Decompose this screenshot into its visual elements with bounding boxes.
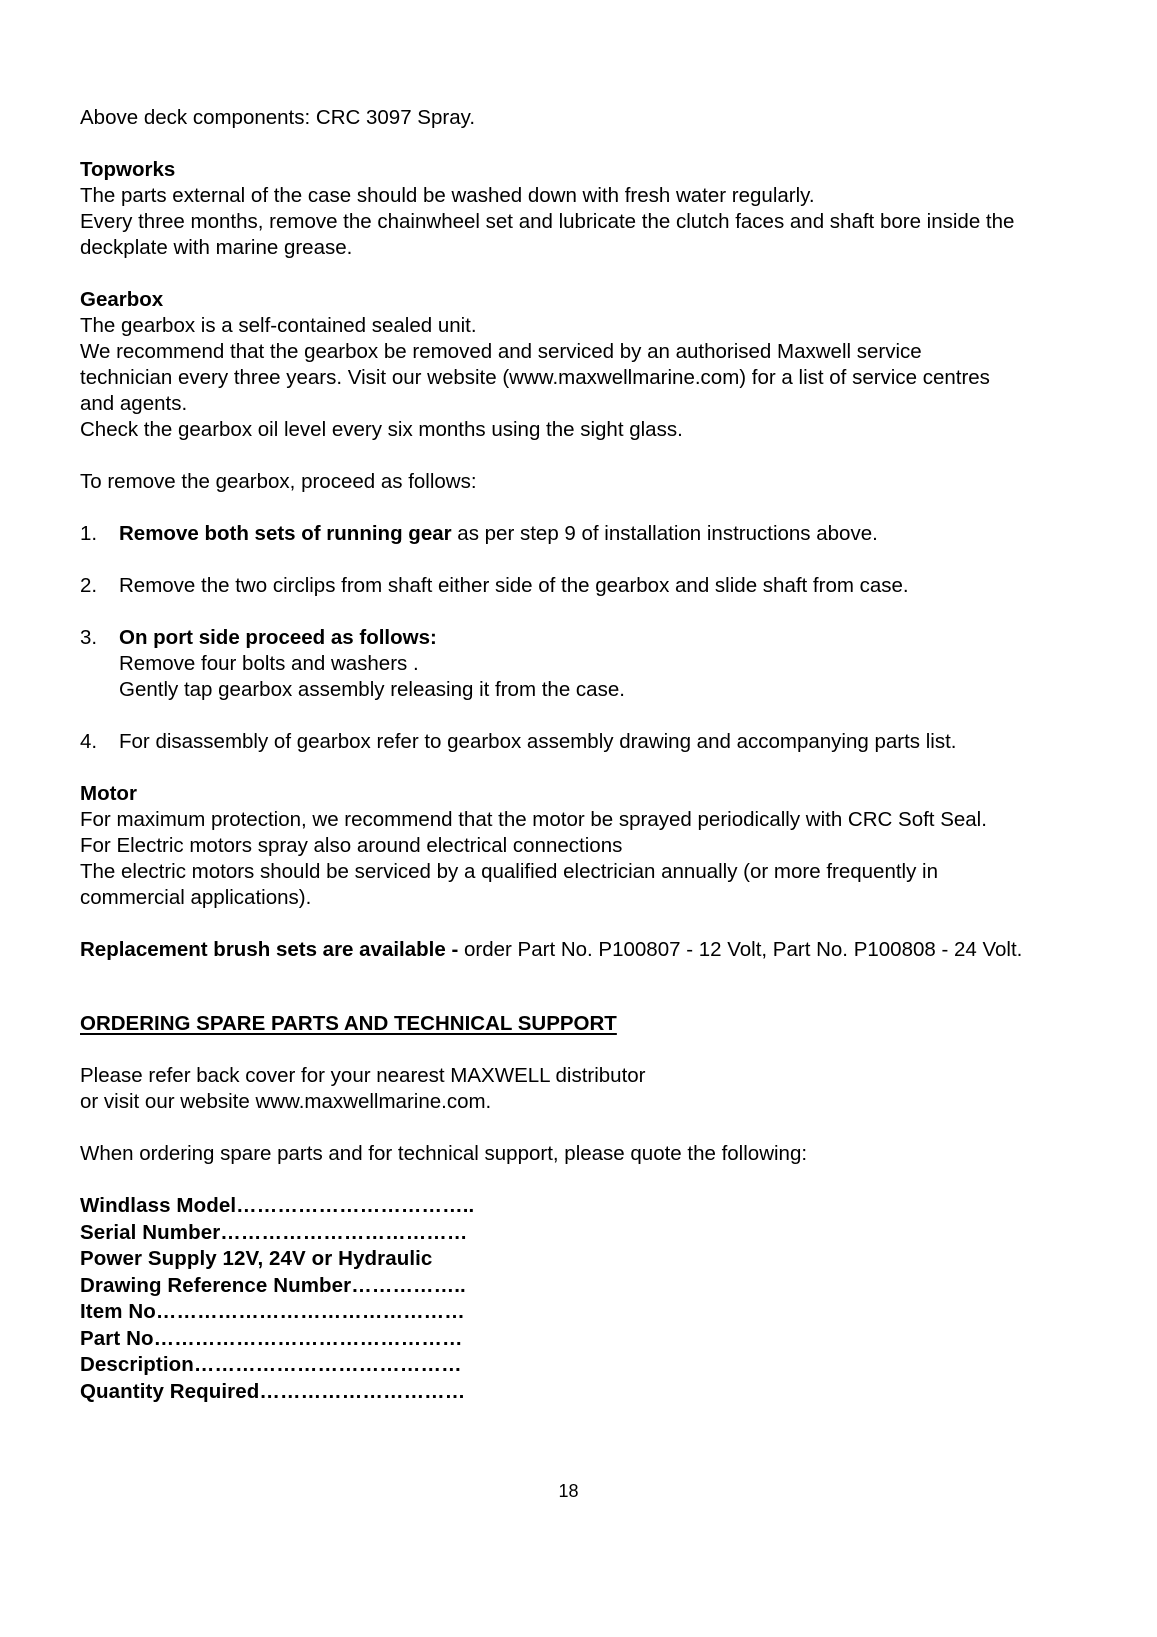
topworks-heading: Topworks	[80, 158, 176, 181]
step-sub-text: Gently tap gearbox assembly releasing it from the case.	[119, 678, 625, 701]
field-drawing-reference: Drawing Reference Number……………..	[80, 1273, 466, 1297]
motor-line: For maximum protection, we recommend that the motor be sprayed periodically with CRC Soft Seal.	[80, 808, 987, 831]
step-number: 1.	[80, 522, 98, 545]
page-number: 18	[558, 1481, 579, 1501]
gearbox-step-1	[80, 521, 1080, 547]
motor-section	[80, 781, 1080, 963]
gearbox-step-4	[80, 729, 1080, 755]
field-item-no: Item No………………………………………	[80, 1300, 465, 1323]
step-sub-text: Remove four bolts and washers .	[119, 652, 419, 675]
brush-sets-note	[80, 937, 1055, 963]
gearbox-line: Check the gearbox oil level every six months using the sight glass.	[80, 418, 683, 441]
intro-text: Above deck components: CRC 3097 Spray.	[80, 106, 476, 129]
field-part-no: Part No………………………………………	[80, 1326, 463, 1350]
step-bold-text: Remove both sets of running gear	[119, 522, 452, 545]
ordering-section	[80, 1011, 1080, 1405]
step-text: as per step 9 of installation instructions above.	[451, 522, 878, 545]
motor-heading: Motor	[80, 782, 137, 805]
step-number: 2.	[80, 574, 98, 597]
brush-sets-text: order Part No. P100807 - 12 Volt, Part No. P100808 - 24 Volt.	[463, 938, 1023, 961]
field-quantity-required: Quantity Required…………………………	[80, 1379, 466, 1403]
topworks-line: Every three months, remove the chainwheel set and lubricate the clutch faces and shaft bore inside the deckplate with marine grease.	[80, 210, 1015, 259]
field-serial-number: Serial Number………………………………	[80, 1220, 468, 1244]
gearbox-remove-intro: To remove the gearbox, proceed as follows:	[80, 470, 477, 493]
gearbox-step-3	[80, 625, 1080, 703]
motor-line: For Electric motors spray also around electrical connections	[80, 834, 623, 857]
step-text: For disassembly of gearbox refer to gearbox assembly drawing and accompanying parts list.	[119, 730, 957, 753]
step-bold-text: On port side proceed as follows:	[119, 626, 437, 649]
motor-line: The electric motors should be serviced by a qualified electrician annually (or more frequently in commercial applications).	[80, 860, 939, 909]
field-power-supply: Power Supply 12V, 24V or Hydraulic	[80, 1247, 433, 1270]
step-number: 4.	[80, 730, 98, 753]
gearbox-heading: Gearbox	[80, 288, 164, 311]
ordering-quote-intro: When ordering spare parts and for technical support, please quote the following:	[80, 1142, 808, 1165]
topworks-line: The parts external of the case should be washed down with fresh water regularly.	[80, 184, 815, 207]
step-number: 3.	[80, 626, 98, 649]
step-text: Remove the two circlips from shaft either side of the gearbox and slide shaft from case.	[119, 574, 909, 597]
ordering-line: Please refer back cover for your nearest MAXWELL distributor	[80, 1064, 646, 1087]
gearbox-section	[80, 287, 1080, 755]
field-windlass-model: Windlass Model……………………………..	[80, 1194, 475, 1217]
ordering-heading: ORDERING SPARE PARTS AND TECHNICAL SUPPORT	[80, 1012, 617, 1035]
gearbox-line: We recommend that the gearbox be removed and serviced by an authorised Maxwell service technician every three years. Visit our website (www.maxwellmarine.com) for a list of service centres and agents.	[80, 340, 990, 415]
gearbox-step-2	[80, 573, 1080, 599]
field-description: Description…………………………………	[80, 1353, 462, 1376]
ordering-line: or visit our website www.maxwellmarine.com.	[80, 1090, 492, 1113]
quote-fields-list	[80, 1193, 1080, 1405]
brush-sets-bold: Replacement brush sets are available -	[80, 938, 464, 961]
topworks-section	[80, 157, 1080, 261]
manual-page	[80, 105, 1080, 1405]
gearbox-line: The gearbox is a self-contained sealed unit.	[80, 314, 477, 337]
